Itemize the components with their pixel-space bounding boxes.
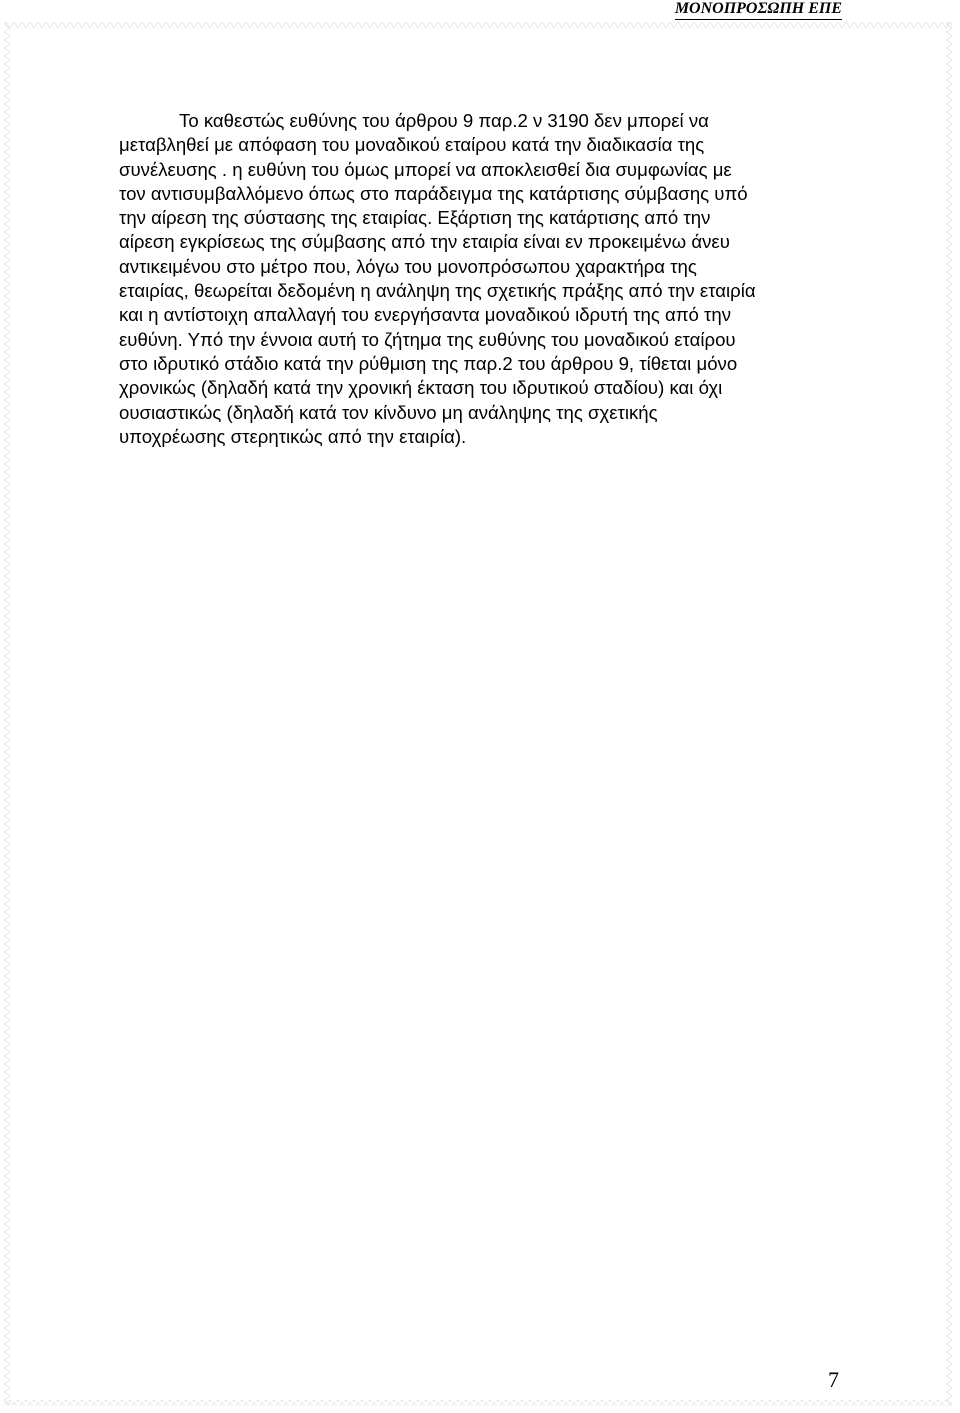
paragraph-line: και η αντίστοιχη απαλλαγή του ενεργήσαντα μοναδικού ιδρυτή της από την [119,304,732,326]
paragraph-line: συνέλευσης . η ευθύνη του όμως μπορεί να αποκλεισθεί δια συμφωνίας με [119,158,732,180]
page-number: 7 [828,1367,839,1392]
paragraph-line: αντικειμένου στο μέτρο που, λόγω του μονοπρόσωπου χαρακτήρα της [119,255,697,277]
paragraph-line: ευθύνη. Υπό την έννοια αυτή το ζήτημα της ευθύνης του μοναδικού εταίρου [119,328,736,350]
paragraph-line: Το καθεστώς ευθύνης του άρθρου 9 παρ.2 ν 3190 δεν μπορεί να [179,110,709,131]
paragraph-line: τον αντισυμβαλλόμενο όπως στο παράδειγμα της κατάρτισης σύμβασης υπό [119,182,748,204]
paragraph-line: την αίρεση της σύστασης της εταιρίας. Εξάρτιση της κατάρτισης από την [119,207,711,229]
body-paragraph [119,109,849,449]
paragraph-line: χρονικώς (δηλαδή κατά την χρονική έκταση του ιδρυτικού σταδίου) και όχι [119,377,723,399]
paragraph-line: αίρεση εγκρίσεως της σύμβασης από την εταιρία είναι εν προκειμένω άνευ [119,231,730,253]
paragraph-line: εταιρίας, θεωρείται δεδομένη η ανάληψη της σχετικής πράξης από την εταιρία [119,280,756,302]
paragraph-line: ουσιαστικώς (δηλαδή κατά τον κίνδυνο μη ανάληψης της σχετικής [119,401,658,423]
running-header-title: ΜΟΝΟΠΡΟΣΩΠΗ ΕΠΕ [675,0,842,20]
paragraph-line: υποχρέωσης στερητικώς από την εταιρία). [119,425,467,447]
paragraph-line: στο ιδρυτικό στάδιο κατά την ρύθμιση της παρ.2 του άρθρου 9, τίθεται μόνο [119,352,738,374]
paragraph-line: μεταβληθεί με απόφαση του μοναδικού εταίρου κατά την διαδικασία της [119,134,705,156]
